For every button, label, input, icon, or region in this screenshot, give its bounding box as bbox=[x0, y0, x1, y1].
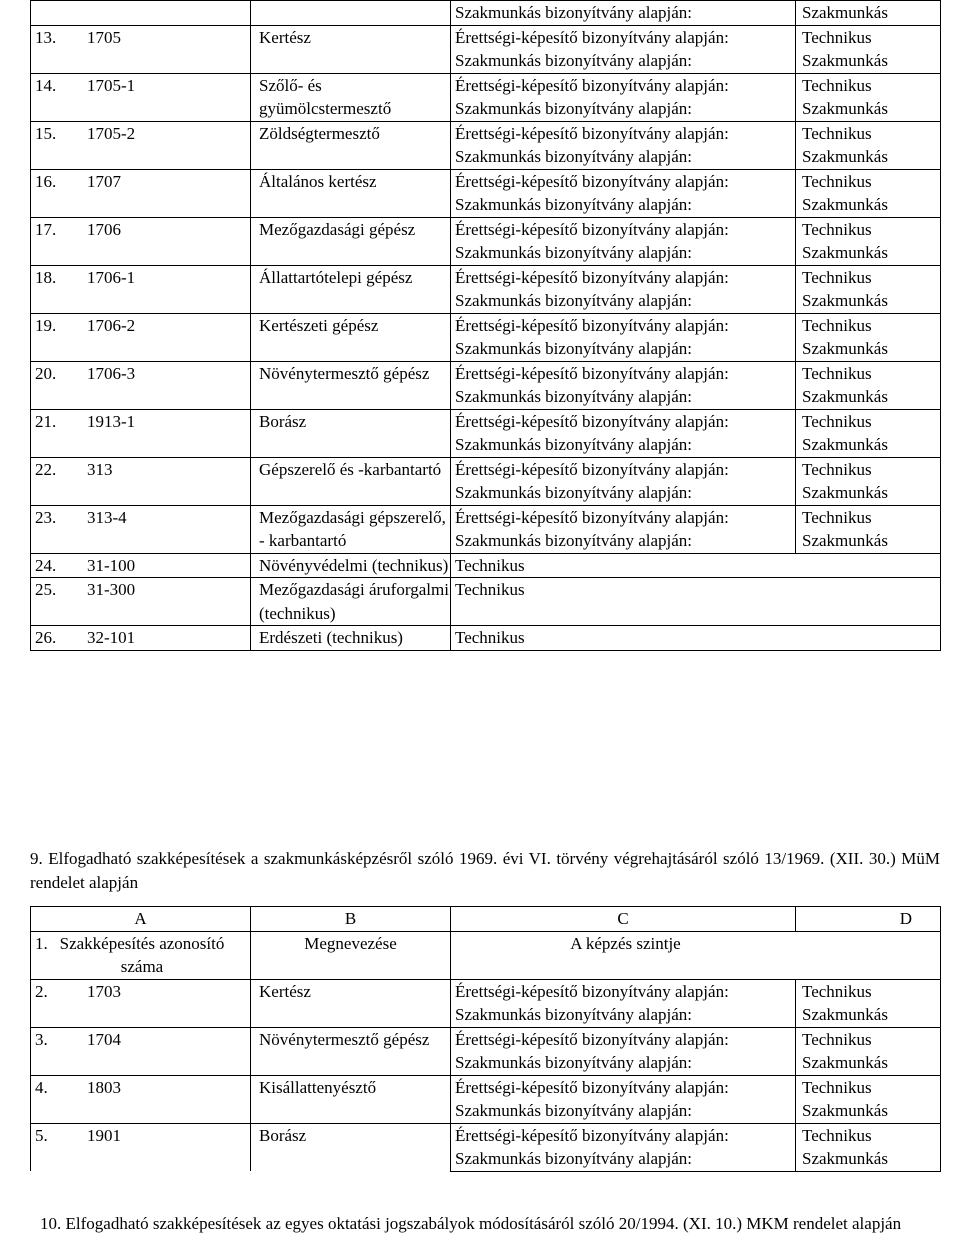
level-label: Technikus bbox=[451, 626, 941, 651]
level-value: Szakmunkás bbox=[796, 385, 941, 409]
level-value: Szakmunkás bbox=[796, 337, 941, 361]
level-value: Szakmunkás bbox=[796, 241, 941, 265]
table-row bbox=[31, 457, 941, 481]
table-row bbox=[31, 121, 941, 145]
level-label: Érettségi-képesítő bizonyítvány alapján: bbox=[451, 169, 796, 193]
level-value: Technikus bbox=[796, 457, 941, 481]
level-label: Érettségi-képesítő bizonyítvány alapján: bbox=[451, 979, 796, 1003]
level-label: Érettségi-képesítő bizonyítvány alapján: bbox=[451, 1027, 796, 1051]
qualification-name: Kertész bbox=[251, 25, 451, 73]
table-row bbox=[31, 578, 941, 625]
level-label: Szakmunkás bizonyítvány alapján: bbox=[451, 529, 796, 553]
row-number: 3. bbox=[35, 1029, 48, 1049]
level-label: Szakmunkás bizonyítvány alapján: bbox=[451, 337, 796, 361]
level-label: Érettségi-képesítő bizonyítvány alapján: bbox=[451, 361, 796, 385]
qualification-name: Növénytermesztő gépész bbox=[251, 361, 451, 409]
level-label: Szakmunkás bizonyítvány alapján: bbox=[451, 193, 796, 217]
section-9-heading: 9. Elfogadható szakképesítések a szakmunkásképzésről szóló 1969. évi VI. törvény végrehajtásáról szóló 13/1969. (XII. 30.) MüM rendelet alapján bbox=[30, 849, 940, 892]
level-label: Érettségi-képesítő bizonyítvány alapján: bbox=[451, 1075, 796, 1099]
level-value: Technikus bbox=[796, 505, 941, 529]
level-label: Szakmunkás bizonyítvány alapján: bbox=[451, 433, 796, 457]
row-number: 22. bbox=[35, 459, 57, 479]
column-letters-row bbox=[31, 907, 941, 932]
table-row bbox=[31, 553, 941, 577]
row-number-code-cell bbox=[31, 578, 251, 626]
level-value: Technikus bbox=[796, 265, 941, 289]
table-row bbox=[31, 409, 941, 433]
row-number: 4. bbox=[35, 1077, 48, 1097]
row-number-code-cell bbox=[31, 979, 251, 1027]
level-value: Szakmunkás bbox=[796, 49, 941, 73]
row-number: 26. bbox=[35, 628, 57, 647]
table-row bbox=[31, 25, 941, 49]
row-number-code-cell bbox=[31, 73, 251, 121]
qualification-code: 31-100 bbox=[87, 555, 136, 575]
row-number: 16. bbox=[35, 171, 57, 191]
table-row bbox=[31, 1027, 941, 1051]
qualification-code: 1705 bbox=[87, 27, 121, 47]
row-number: 18. bbox=[35, 267, 57, 287]
row-number-code-cell bbox=[31, 409, 251, 457]
level-value: Szakmunkás bbox=[796, 97, 941, 121]
level-label: Érettségi-képesítő bizonyítvány alapján: bbox=[451, 313, 796, 337]
qualification-name: Mezőgazdasági gépész bbox=[251, 217, 451, 265]
table-row bbox=[31, 1123, 941, 1147]
header-row bbox=[31, 931, 941, 979]
level-label: Szakmunkás bizonyítvány alapján: bbox=[451, 289, 796, 313]
level-value: Technikus bbox=[796, 1123, 941, 1147]
level-value: Szakmunkás bbox=[796, 433, 941, 457]
level-label: Szakmunkás bizonyítvány alapján: bbox=[451, 1099, 796, 1123]
qualification-code: 1706-2 bbox=[87, 315, 136, 335]
qualification-name: Gépszerelő és -karbantartó bbox=[251, 457, 451, 505]
level-label: Szakmunkás bizonyítvány alapján: bbox=[451, 385, 796, 409]
qualification-code: 1703 bbox=[87, 981, 121, 1001]
qualification-code: 1705-2 bbox=[87, 123, 136, 143]
level-label: Érettségi-képesítő bizonyítvány alapján: bbox=[451, 409, 796, 433]
level-label: Szakmunkás bizonyítvány alapján: bbox=[451, 49, 796, 73]
level-value: Technikus bbox=[796, 121, 941, 145]
qualification-name: Borász bbox=[251, 1123, 451, 1171]
col-d-header: D bbox=[796, 907, 941, 932]
qualification-name: Borász bbox=[251, 409, 451, 457]
table-row bbox=[31, 73, 941, 97]
row-number-code-cell bbox=[31, 265, 251, 313]
level-value: Technikus bbox=[796, 217, 941, 241]
header-code: Szakképesítés azonosító száma bbox=[59, 933, 225, 976]
level-value: Szakmunkás bbox=[796, 1003, 941, 1027]
qualification-code: 1913-1 bbox=[87, 411, 136, 431]
level-value: Technikus bbox=[796, 361, 941, 385]
qualification-name: Mezőgazdasági áruforgalmi (technikus) bbox=[251, 578, 451, 626]
header-name: Megnevezése bbox=[251, 931, 451, 979]
level-label: Szakmunkás bizonyítvány alapján: bbox=[451, 1, 796, 26]
row-number: 23. bbox=[35, 507, 57, 527]
header-code-cell: 1. Szakképesítés azonosító száma bbox=[31, 931, 251, 979]
level-value: Technikus bbox=[796, 1075, 941, 1099]
table-row bbox=[31, 1075, 941, 1099]
row-number: 21. bbox=[35, 411, 57, 431]
row-number: 5. bbox=[35, 1125, 48, 1145]
level-value: Szakmunkás bbox=[796, 1051, 941, 1075]
level-value: Technikus bbox=[796, 1027, 941, 1051]
qualification-name: Növénytermesztő gépész bbox=[251, 1027, 451, 1075]
row-number-code-cell bbox=[31, 25, 251, 73]
qualification-code: 1706-3 bbox=[87, 363, 136, 383]
col-a-header: A bbox=[31, 907, 251, 932]
level-value: Szakmunkás bbox=[796, 145, 941, 169]
level-label: Technikus bbox=[451, 553, 941, 577]
row-number: 13. bbox=[35, 27, 57, 47]
level-label: Szakmunkás bizonyítvány alapján: bbox=[451, 97, 796, 121]
qualification-name: Növényvédelmi (technikus) bbox=[251, 553, 451, 578]
level-label: Érettségi-képesítő bizonyítvány alapján: bbox=[451, 25, 796, 49]
table-row bbox=[31, 313, 941, 337]
qualification-code: 1705-1 bbox=[87, 75, 136, 95]
qualification-name: Szőlő- és gyümölcstermesztő bbox=[251, 73, 451, 121]
row-number: 25. bbox=[35, 580, 57, 599]
level-value: Szakmunkás bbox=[796, 529, 941, 553]
level-label: Érettségi-képesítő bizonyítvány alapján: bbox=[451, 121, 796, 145]
level-label: Szakmunkás bizonyítvány alapján: bbox=[451, 241, 796, 265]
row-number: 14. bbox=[35, 75, 57, 95]
table-row bbox=[31, 217, 941, 241]
level-label: Szakmunkás bizonyítvány alapján: bbox=[451, 1051, 796, 1075]
qualification-table-continued bbox=[30, 0, 941, 651]
qualification-code: 1706 bbox=[87, 219, 121, 239]
level-label: Technikus bbox=[451, 578, 941, 625]
level-value: Technikus bbox=[796, 313, 941, 337]
qualification-name: Kertészeti gépész bbox=[251, 313, 451, 361]
qualification-code: 1901 bbox=[87, 1125, 121, 1145]
qualification-name: Erdészeti (technikus) bbox=[251, 626, 451, 651]
level-value: Technikus bbox=[796, 169, 941, 193]
row-number-code-cell bbox=[31, 1075, 251, 1123]
row-number: 20. bbox=[35, 363, 57, 383]
row-number: 24. bbox=[35, 555, 57, 575]
level-label: Szakmunkás bizonyítvány alapján: bbox=[451, 481, 796, 505]
level-value: Szakmunkás bbox=[796, 289, 941, 313]
table-row bbox=[31, 169, 941, 193]
row-number-code-cell bbox=[31, 313, 251, 361]
qualification-name: Általános kertész bbox=[251, 169, 451, 217]
qualification-code: 1704 bbox=[87, 1029, 121, 1049]
qualification-code: 1707 bbox=[87, 171, 121, 191]
table-row bbox=[31, 265, 941, 289]
level-value: Szakmunkás bbox=[796, 193, 941, 217]
level-label: Érettségi-képesítő bizonyítvány alapján: bbox=[451, 265, 796, 289]
header-level: A képzés szintje bbox=[451, 931, 941, 979]
level-label: Szakmunkás bizonyítvány alapján: bbox=[451, 1003, 796, 1027]
level-label: Érettségi-képesítő bizonyítvány alapján: bbox=[451, 73, 796, 97]
level-value: Technikus bbox=[796, 979, 941, 1003]
level-value: Technikus bbox=[796, 73, 941, 97]
qualification-code: 1803 bbox=[87, 1077, 121, 1097]
qualification-name: Zöldségtermesztő bbox=[251, 121, 451, 169]
qualification-code: 32-101 bbox=[87, 628, 136, 647]
row-number-code-cell bbox=[31, 626, 251, 651]
qualification-code: 31-300 bbox=[87, 580, 136, 599]
row-number-code-cell bbox=[31, 553, 251, 578]
level-value: Technikus bbox=[796, 25, 941, 49]
row-number-code-cell bbox=[31, 121, 251, 169]
section-10-heading: 10. Elfogadható szakképesítések az egyes oktatási jogszabályok módosításáról szóló 20/1994. (XI. 10.) MKM rendelet alapján bbox=[40, 1214, 902, 1233]
col-b-header: B bbox=[251, 907, 451, 932]
row-number: 19. bbox=[35, 315, 57, 335]
row-number: 2. bbox=[35, 981, 48, 1001]
row-number-code-cell bbox=[31, 1123, 251, 1171]
row-number-code-cell bbox=[31, 457, 251, 505]
level-value: Szakmunkás bbox=[796, 1147, 941, 1171]
level-value: Szakmunkás bbox=[796, 1, 941, 26]
level-label: Szakmunkás bizonyítvány alapján: bbox=[451, 1147, 796, 1171]
level-label: Érettségi-képesítő bizonyítvány alapján: bbox=[451, 1123, 796, 1147]
table-row bbox=[31, 979, 941, 1003]
qualification-name: Állattartótelepi gépész bbox=[251, 265, 451, 313]
row-number-code-cell bbox=[31, 169, 251, 217]
row-number-code-cell bbox=[31, 1027, 251, 1075]
qualification-code: 313-4 bbox=[87, 507, 127, 527]
table-row bbox=[31, 1, 941, 26]
row-number: 17. bbox=[35, 219, 57, 239]
qualification-code: 313 bbox=[87, 459, 113, 479]
table-row bbox=[31, 626, 941, 651]
qualification-code: 1706-1 bbox=[87, 267, 136, 287]
level-label: Érettségi-képesítő bizonyítvány alapján: bbox=[451, 457, 796, 481]
row-number: 15. bbox=[35, 123, 57, 143]
table-row bbox=[31, 505, 941, 529]
table-row bbox=[31, 361, 941, 385]
qualification-name: Kisállattenyésztő bbox=[251, 1075, 451, 1123]
row-number-code-cell bbox=[31, 361, 251, 409]
level-label: Érettségi-képesítő bizonyítvány alapján: bbox=[451, 217, 796, 241]
qualification-table-1969 bbox=[30, 906, 941, 1172]
level-label: Érettségi-képesítő bizonyítvány alapján: bbox=[451, 505, 796, 529]
level-value: Szakmunkás bbox=[796, 1099, 941, 1123]
level-value: Szakmunkás bbox=[796, 481, 941, 505]
qualification-name: Kertész bbox=[251, 979, 451, 1027]
col-c-header: C bbox=[451, 907, 796, 932]
level-label: Szakmunkás bizonyítvány alapján: bbox=[451, 145, 796, 169]
level-value: Technikus bbox=[796, 409, 941, 433]
qualification-name: Mezőgazdasági gépszerelő, - karbantartó bbox=[251, 505, 451, 553]
row-number-code-cell bbox=[31, 505, 251, 553]
row-number-code-cell bbox=[31, 217, 251, 265]
